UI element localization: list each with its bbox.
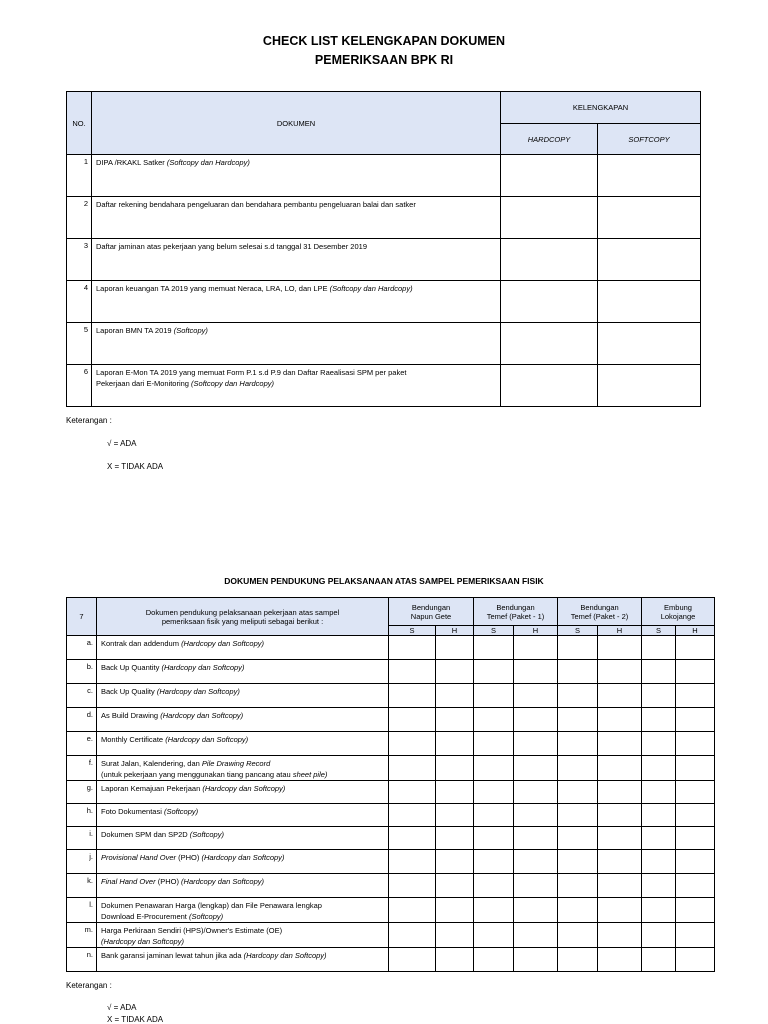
site-4-h-cell[interactable] — [676, 898, 715, 923]
document-subtitle: PEMERIKSAAN BPK RI — [314, 53, 454, 67]
document-text: Laporan Kemajuan Pekerjaan — [101, 784, 203, 793]
softcopy-check-cell[interactable] — [598, 155, 701, 197]
document-format-note: (Hardcopy dan Softcopy) — [202, 784, 286, 793]
row-number: 5 — [67, 323, 92, 365]
site-2-h-cell[interactable] — [514, 636, 558, 660]
row-letter: d. — [67, 708, 97, 732]
table-row — [67, 636, 715, 660]
table-row — [67, 365, 701, 407]
site-1-h-cell[interactable] — [436, 804, 474, 827]
header-s: S — [642, 626, 676, 636]
header-no-7: 7 — [67, 598, 97, 636]
site-4-h-cell[interactable] — [676, 660, 715, 684]
table-row — [67, 850, 715, 874]
document-name — [97, 781, 389, 804]
header-site-1 — [389, 598, 474, 626]
site-2-line-2: Temef (Paket - 1) — [486, 611, 545, 621]
document-name — [97, 636, 389, 660]
document-name — [97, 948, 389, 972]
site-2-h-cell[interactable] — [514, 708, 558, 732]
document-text-line-2: Download E-Procurement — [101, 912, 189, 921]
site-3-s-cell[interactable] — [558, 804, 598, 827]
header-site-3 — [558, 598, 642, 626]
site-4-h-cell[interactable] — [676, 923, 715, 948]
site-4-s-cell[interactable] — [642, 827, 676, 850]
softcopy-check-cell[interactable] — [598, 365, 701, 407]
site-3-h-cell[interactable] — [598, 636, 642, 660]
site-1-s-cell[interactable] — [389, 923, 436, 948]
table-row — [67, 804, 715, 827]
site-2-h-cell[interactable] — [514, 781, 558, 804]
site-1-s-cell[interactable] — [389, 660, 436, 684]
document-name — [97, 708, 389, 732]
row-letter: a. — [67, 636, 97, 660]
site-2-s-cell[interactable] — [474, 660, 514, 684]
site-1-h-cell[interactable] — [436, 756, 474, 781]
site-3-h-cell[interactable] — [598, 660, 642, 684]
site-2-line-1: Bendungan — [496, 602, 535, 612]
site-3-s-cell[interactable] — [558, 732, 598, 756]
site-3-h-cell[interactable] — [598, 756, 642, 781]
document-name — [92, 155, 501, 197]
site-1-h-cell[interactable] — [436, 948, 474, 972]
table-row — [67, 948, 715, 972]
document-name — [97, 660, 389, 684]
site-4-line-2: Lokojange — [660, 611, 696, 621]
site-3-h-cell[interactable] — [598, 923, 642, 948]
document-italic-prefix: Provisional Hand Over — [101, 853, 179, 862]
row-letter: j. — [67, 850, 97, 874]
site-4-s-cell[interactable] — [642, 923, 676, 948]
site-3-h-cell[interactable] — [598, 874, 642, 898]
table-row — [67, 708, 715, 732]
row-letter: k. — [67, 874, 97, 898]
document-format-note: (Hardcopy dan Softcopy) — [160, 711, 244, 720]
document-name — [97, 804, 389, 827]
site-1-h-cell[interactable] — [436, 874, 474, 898]
site-4-s-cell[interactable] — [642, 781, 676, 804]
site-4-s-cell[interactable] — [642, 898, 676, 923]
header-h: H — [676, 626, 715, 636]
document-text: DIPA /RKAKL Satker — [96, 158, 167, 167]
site-1-h-cell[interactable] — [436, 898, 474, 923]
site-4-s-cell[interactable] — [642, 732, 676, 756]
site-2-h-cell[interactable] — [514, 684, 558, 708]
row-letter: c. — [67, 684, 97, 708]
site-1-s-cell[interactable] — [389, 756, 436, 781]
document-text: Dokumen Penawaran Harga (lengkap) dan File Penawara lengkap — [101, 901, 322, 910]
site-1-h-cell[interactable] — [436, 660, 474, 684]
document-text: (PHO) — [157, 877, 182, 886]
document-text-line-2: (untuk pekerjaan yang menggunakan tiang pancang atau — [101, 770, 293, 779]
site-3-h-cell[interactable] — [598, 732, 642, 756]
table-row — [67, 898, 715, 923]
header-no: NO. — [67, 92, 92, 155]
document-text: Laporan BMN TA 2019 — [96, 326, 174, 335]
softcopy-check-cell[interactable] — [598, 281, 701, 323]
site-3-s-cell[interactable] — [558, 850, 598, 874]
document-name — [92, 281, 501, 323]
site-1-s-cell[interactable] — [389, 732, 436, 756]
site-3-s-cell[interactable] — [558, 923, 598, 948]
table-row — [67, 827, 715, 850]
site-2-s-cell[interactable] — [474, 827, 514, 850]
site-4-h-cell[interactable] — [676, 827, 715, 850]
site-2-h-cell[interactable] — [514, 948, 558, 972]
document-text: Kontrak dan addendum — [101, 639, 182, 648]
site-4-h-cell[interactable] — [676, 948, 715, 972]
table-row — [67, 781, 715, 804]
site-1-s-cell[interactable] — [389, 874, 436, 898]
header-s: S — [558, 626, 598, 636]
site-2-h-cell[interactable] — [514, 827, 558, 850]
document-text: (PHO) — [178, 853, 202, 862]
site-3-line-2: Temef (Paket - 2) — [570, 611, 629, 621]
document-name — [97, 827, 389, 850]
site-4-h-cell[interactable] — [676, 732, 715, 756]
site-4-s-cell[interactable] — [642, 684, 676, 708]
document-name — [97, 850, 389, 874]
site-2-h-cell[interactable] — [514, 898, 558, 923]
site-1-s-cell[interactable] — [389, 636, 436, 660]
site-3-s-cell[interactable] — [558, 874, 598, 898]
site-4-h-cell[interactable] — [676, 850, 715, 874]
site-4-s-cell[interactable] — [642, 708, 676, 732]
site-2-h-cell[interactable] — [514, 850, 558, 874]
site-4-h-cell[interactable] — [676, 781, 715, 804]
document-name — [92, 365, 501, 407]
site-4-s-cell[interactable] — [642, 874, 676, 898]
table-row — [67, 155, 701, 197]
site-2-h-cell[interactable] — [514, 660, 558, 684]
site-4-s-cell[interactable] — [642, 636, 676, 660]
row-number: 6 — [67, 365, 92, 407]
site-3-h-cell[interactable] — [598, 898, 642, 923]
document-format-note: (Hardcopy dan Softcopy) — [161, 663, 245, 672]
table-row — [67, 756, 715, 781]
document-text: Surat Jalan, Kalendering, dan — [101, 759, 202, 768]
site-3-h-cell[interactable] — [598, 684, 642, 708]
document-format-note: Pile Drawing Record — [201, 759, 271, 768]
site-1-s-cell[interactable] — [389, 684, 436, 708]
document-text: Foto Dokumentasi — [101, 807, 164, 816]
document-name — [97, 874, 389, 898]
legend-tidak-ada-2: X = TIDAK ADA — [107, 1015, 164, 1024]
row-letter: e. — [67, 732, 97, 756]
site-2-s-cell[interactable] — [474, 636, 514, 660]
table-row — [67, 281, 701, 323]
document-text: Back Up Quality — [101, 687, 157, 696]
header-kelengkapan: KELENGKAPAN — [501, 92, 701, 124]
site-2-h-cell[interactable] — [514, 874, 558, 898]
site-2-s-cell[interactable] — [474, 923, 514, 948]
document-format-note-2: sheet pile) — [292, 770, 328, 779]
site-4-s-cell[interactable] — [642, 948, 676, 972]
header-softcopy: SOFTCOPY — [598, 124, 701, 155]
site-3-h-cell[interactable] — [598, 850, 642, 874]
softcopy-check-cell[interactable] — [598, 197, 701, 239]
site-4-s-cell[interactable] — [642, 756, 676, 781]
header-hardcopy: HARDCOPY — [501, 124, 598, 155]
document-format-note: (Softcopy) — [163, 807, 199, 816]
hardcopy-check-cell[interactable] — [501, 239, 598, 281]
site-4-h-cell[interactable] — [676, 804, 715, 827]
site-2-s-cell[interactable] — [474, 898, 514, 923]
site-4-line-1: Embung — [664, 602, 692, 612]
document-format-note: (Softcopy) — [173, 326, 208, 335]
site-3-s-cell[interactable] — [558, 827, 598, 850]
row-letter: b. — [67, 660, 97, 684]
site-3-s-cell[interactable] — [558, 636, 598, 660]
document-name — [97, 923, 389, 948]
row-letter: h. — [67, 804, 97, 827]
document-name — [92, 239, 501, 281]
document-name — [92, 197, 501, 239]
document-name — [97, 898, 389, 923]
site-3-s-cell[interactable] — [558, 948, 598, 972]
section-title: DOKUMEN PENDUKUNG PELAKSANAAN ATAS SAMPEL PEMERIKSAAN FISIK — [224, 576, 544, 586]
document-text: Daftar jaminan atas pekerjaan yang belum selesai s.d tanggal 31 Desember 2019 — [96, 242, 367, 251]
document-italic-prefix: Final Hand Over — [101, 877, 158, 886]
document-format-note-2: (Softcopy) — [188, 912, 224, 921]
site-1-s-cell[interactable] — [389, 898, 436, 923]
site-2-s-cell[interactable] — [474, 708, 514, 732]
row-letter: f. — [67, 756, 97, 781]
site-1-line-1: Bendungan — [411, 602, 451, 612]
site-1-line-2: Napun Gete — [410, 611, 452, 621]
site-1-h-cell[interactable] — [436, 684, 474, 708]
site-1-s-cell[interactable] — [389, 781, 436, 804]
softcopy-check-cell[interactable] — [598, 323, 701, 365]
document-text: Dokumen SPM dan SP2D — [101, 830, 190, 839]
site-2-s-cell[interactable] — [474, 732, 514, 756]
site-3-h-cell[interactable] — [598, 827, 642, 850]
hardcopy-check-cell[interactable] — [501, 323, 598, 365]
site-2-h-cell[interactable] — [514, 804, 558, 827]
hardcopy-check-cell[interactable] — [501, 197, 598, 239]
site-4-s-cell[interactable] — [642, 850, 676, 874]
document-format-note: (Softcopy dan Hardcopy) — [166, 158, 250, 167]
site-2-s-cell[interactable] — [474, 684, 514, 708]
header-s: S — [389, 626, 436, 636]
site-2-s-cell[interactable] — [474, 850, 514, 874]
site-1-s-cell[interactable] — [389, 948, 436, 972]
document-format-note-2: (Hardcopy dan Softcopy) — [101, 937, 184, 946]
table-row — [67, 197, 701, 239]
site-2-s-cell[interactable] — [474, 781, 514, 804]
site-4-s-cell[interactable] — [642, 660, 676, 684]
site-2-s-cell[interactable] — [474, 948, 514, 972]
document-format-note-2: (Softcopy dan Hardcopy) — [191, 379, 275, 388]
sample-docs-table — [66, 597, 715, 972]
row-letter: i. — [67, 827, 97, 850]
site-3-s-cell[interactable] — [558, 684, 598, 708]
row-letter: n. — [67, 948, 97, 972]
document-name — [97, 756, 389, 781]
document-text: Harga Perkiraan Sendiri (HPS)/Owner's Estimate (OE) — [101, 926, 283, 935]
site-1-h-cell[interactable] — [436, 923, 474, 948]
document-text: Laporan E-Mon TA 2019 yang memuat Form P.1 s.d P.9 dan Daftar Raealisasi SPM per paket — [96, 368, 407, 377]
header-dokumen: DOKUMEN — [92, 92, 501, 155]
checklist-table — [66, 91, 701, 407]
header-line-1: Dokumen pendukung pelaksanaan pekerjaan atas sampel — [145, 607, 340, 617]
site-3-s-cell[interactable] — [558, 660, 598, 684]
document-text: Daftar rekening bendahara pengeluaran dan bendahara pembantu pengeluaran balai dan satker — [96, 200, 416, 209]
site-4-s-cell[interactable] — [642, 804, 676, 827]
site-1-s-cell[interactable] — [389, 850, 436, 874]
document-format-note: (Hardcopy dan Softcopy) — [181, 877, 265, 886]
header-line-2: pemeriksaan fisik yang meliputi sebagai berikut : — [161, 616, 324, 626]
site-2-h-cell[interactable] — [514, 923, 558, 948]
document-format-note: (Hardcopy dan Softcopy) — [201, 853, 285, 862]
table-row — [67, 660, 715, 684]
site-2-h-cell[interactable] — [514, 732, 558, 756]
hardcopy-check-cell[interactable] — [501, 281, 598, 323]
site-3-s-cell[interactable] — [558, 898, 598, 923]
site-1-h-cell[interactable] — [436, 708, 474, 732]
site-3-h-cell[interactable] — [598, 781, 642, 804]
table-row — [67, 684, 715, 708]
document-format-note: (Hardcopy dan Softcopy) — [165, 735, 249, 744]
header-h: H — [514, 626, 558, 636]
site-3-s-cell[interactable] — [558, 756, 598, 781]
document-format-note: (Hardcopy dan Softcopy) — [156, 687, 240, 696]
site-1-s-cell[interactable] — [389, 827, 436, 850]
table-row — [67, 323, 701, 365]
header-h: H — [598, 626, 642, 636]
site-4-h-cell[interactable] — [676, 874, 715, 898]
row-letter: m. — [67, 923, 97, 948]
document-format-note: (Softcopy dan Hardcopy) — [329, 284, 413, 293]
document-format-note: (Hardcopy dan Softcopy) — [181, 639, 265, 648]
row-number: 1 — [67, 155, 92, 197]
legend-ada-2: √ = ADA — [107, 1003, 137, 1012]
site-3-h-cell[interactable] — [598, 804, 642, 827]
table-row — [67, 732, 715, 756]
document-name — [92, 323, 501, 365]
site-3-h-cell[interactable] — [598, 948, 642, 972]
document-text: Back Up Quantity — [101, 663, 162, 672]
header-site-2 — [474, 598, 558, 626]
header-h: H — [436, 626, 474, 636]
table-row — [67, 923, 715, 948]
site-4-h-cell[interactable] — [676, 756, 715, 781]
site-1-s-cell[interactable] — [389, 708, 436, 732]
legend-ada: √ = ADA — [107, 439, 137, 448]
document-format-note: (Softcopy) — [189, 830, 224, 839]
site-1-s-cell[interactable] — [389, 804, 436, 827]
keterangan-label: Keterangan : — [66, 416, 112, 425]
keterangan-label-2: Keterangan : — [66, 981, 112, 990]
document-text: Monthly Certificate — [101, 735, 166, 744]
site-1-h-cell[interactable] — [436, 850, 474, 874]
hardcopy-check-cell[interactable] — [501, 155, 598, 197]
softcopy-check-cell[interactable] — [598, 239, 701, 281]
site-3-h-cell[interactable] — [598, 708, 642, 732]
row-letter: l. — [67, 898, 97, 923]
site-3-line-1: Bendungan — [580, 602, 619, 612]
document-text: Laporan keuangan TA 2019 yang memuat Neraca, LRA, LO, dan LPE — [96, 284, 330, 293]
site-2-s-cell[interactable] — [474, 874, 514, 898]
site-4-h-cell[interactable] — [676, 636, 715, 660]
site-1-h-cell[interactable] — [436, 732, 474, 756]
site-2-s-cell[interactable] — [474, 804, 514, 827]
row-number: 4 — [67, 281, 92, 323]
site-2-s-cell[interactable] — [474, 756, 514, 781]
site-4-h-cell[interactable] — [676, 708, 715, 732]
row-number: 2 — [67, 197, 92, 239]
document-text: As Build Drawing — [101, 711, 161, 720]
site-2-h-cell[interactable] — [514, 756, 558, 781]
header-s: S — [474, 626, 514, 636]
document-title: CHECK LIST KELENGKAPAN DOKUMEN — [262, 34, 506, 48]
document-name — [97, 684, 389, 708]
table-row — [67, 874, 715, 898]
site-1-h-cell[interactable] — [436, 827, 474, 850]
header-site-4 — [642, 598, 715, 626]
document-name — [97, 732, 389, 756]
site-4-h-cell[interactable] — [676, 684, 715, 708]
site-3-s-cell[interactable] — [558, 781, 598, 804]
hardcopy-check-cell[interactable] — [501, 365, 598, 407]
document-text-line-2: Pekerjaan dari E-Monitoring — [96, 379, 192, 388]
legend-tidak-ada: X = TIDAK ADA — [107, 462, 164, 471]
row-letter: g. — [67, 781, 97, 804]
row-number: 3 — [67, 239, 92, 281]
site-1-h-cell[interactable] — [436, 636, 474, 660]
document-format-note: (Hardcopy dan Softcopy) — [243, 951, 327, 960]
document-text: Bank garansi jaminan lewat tahun jika ada — [101, 951, 244, 960]
table-row — [67, 239, 701, 281]
site-3-s-cell[interactable] — [558, 708, 598, 732]
site-1-h-cell[interactable] — [436, 781, 474, 804]
header-dokumen-pendukung — [97, 598, 389, 636]
